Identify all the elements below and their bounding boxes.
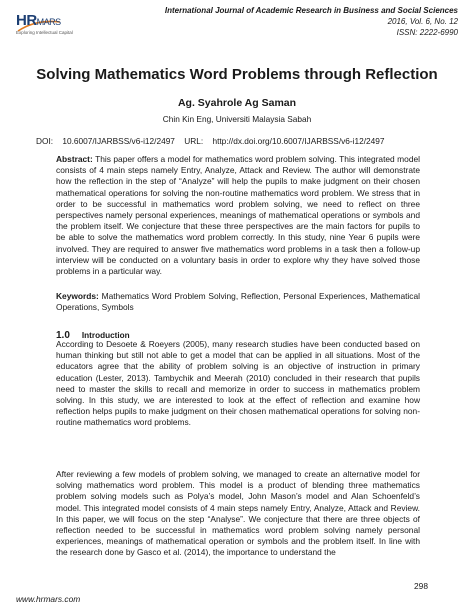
abstract-text: This paper offers a model for mathematics word problem solving. This integrated model consists of 4 main steps namely Entry, Analyze, Attack and Review. The author will demonstrate how the reflection in the step of “Analyze” will help the pupils to make judgment on their chosen mathematical operations for solving the non-routine mathematics word problem. We stress that in order to be successful in mathematics word problem solving, we need to reflect on three perspectives namely personal experiences, meanings of mathematical operations or symbols and the problem itself. We conjecture that these three perspectives are the main factors for pupils to be able to solve the mathematics word problem correctly. In this study, nine Year 6 pupils were involved. They are required to answer five mathematics word problems in a task then a follow-up interview will be conducted on a voluntary basis in order to explore why they have solved those problems in a particular way.: [56, 154, 420, 277]
doi-label: DOI:: [36, 136, 54, 146]
url-label: URL:: [184, 136, 204, 146]
author-name: Ag. Syahrole Ag Saman: [177, 97, 297, 109]
section-title: Introduction: [81, 331, 130, 340]
paper-title: Solving Mathematics Word Problems through Reflection: [36, 66, 438, 83]
body-paragraph: According to Desoete & Roeyers (2005), many research studies have been conducted based on human thinking but still not able to get a model that can be applied in all situations. Most of the educators agree that the ability of problem solving is an objective of instruction in primary education (Lester, 2013). Tambychik and Meerah (2010) concluded in their research that pupils need to master the skills to recall and memorize in order to success in mathematics problem solving. In this study, we are interested to look at the effect of reflection and examine how reflection helps pupils to make judgment on their chosen mathematical operations for solving non-routine mathematics word problems.: [56, 339, 420, 428]
footer-website-link[interactable]: www.hrmars.com: [16, 594, 81, 604]
issn: ISSN: 2222-6990: [396, 28, 458, 37]
author-affiliation: Chin Kin Eng, Universiti Malaysia Sabah: [162, 114, 312, 124]
abstract-label: Abstract:: [56, 154, 93, 164]
body-paragraph: After reviewing a few models of problem solving, we managed to create an alternative model for solving mathematics word problem. This model is a product of blending three mathematics problem solving models such as Polya’s model, John Mason’s model and Alan Schoenfeld’s model. This integrated model consists of 4 main steps namely Entry, Analyze, Attack and Review. In this paper, we will focus on the step “Analyse”. We conjecture that there are three objects of reflection needed to be successful in mathematics word problem solving namely personal experiences, meanings of mathematical operation or symbols and the problem itself. In line with the research done by Gasco et al. (2014), the importance to understand the: [56, 469, 420, 558]
keywords-text: Mathematics Word Problem Solving, Reflection, Personal Experiences, Mathematical Operations, Symbols: [56, 291, 421, 313]
journal-name: International Journal of Academic Research in Business and Social Sciences: [164, 6, 458, 15]
abstract: [56, 154, 420, 277]
publisher-logo: [16, 12, 86, 40]
keywords-label: Keywords:: [56, 291, 99, 301]
doi-url-line: [36, 136, 392, 146]
url-link[interactable]: http://dx.doi.org/10.6007/IJARBSS/v6-i12/2497: [212, 136, 385, 146]
volume-issue: 2016, Vol. 6, No. 12: [387, 17, 458, 26]
journal-info: [165, 5, 458, 38]
keywords: [56, 291, 420, 313]
page-number: 298: [414, 581, 428, 591]
logo-wordmark: HRMARS: [16, 12, 61, 29]
doi-value: 10.6007/IJARBSS/v6-i12/2497: [62, 136, 175, 146]
section-number: 1.0: [56, 330, 70, 341]
logo-tagline: Exploring Intellectual Capital: [16, 30, 73, 35]
